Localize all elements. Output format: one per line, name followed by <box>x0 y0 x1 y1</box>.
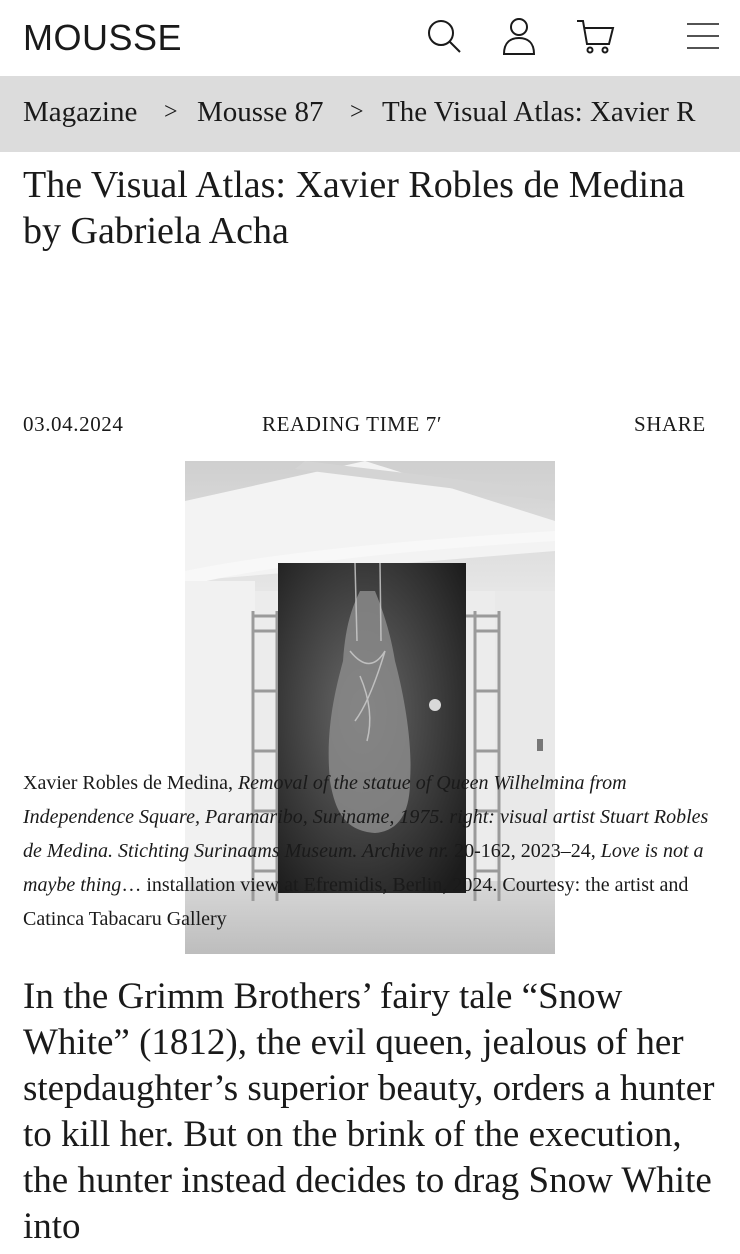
menu-icon[interactable] <box>683 16 719 56</box>
caption-artist: Xavier Robles de Medina, <box>23 772 238 794</box>
search-icon[interactable] <box>424 16 464 56</box>
caption-title: Removal of the statue of Queen Wilhelmina from Independence Square, Paramaribo, Suriname, 1975. right: visual artist Stuart Robles de Medina. Stichting Surinaams Museum. Archive nr. <box>23 772 709 862</box>
breadcrumb-issue[interactable]: Mousse 87 <box>197 96 324 128</box>
image-caption <box>23 766 723 936</box>
article-body-paragraph: In the Grimm Brothers’ fairy tale “Snow White” (1812), the evil queen, jealous of her stepdaughter’s superior beauty, orders a hunter to kill her. But on the brink of the execution, the hunter instead decides to drag Snow White into <box>23 976 715 1247</box>
breadcrumb-separator: > <box>164 99 178 125</box>
caption-credits: … installation view at Efremidis, Berlin, 2024. Courtesy: the artist and Catinca Tabacaru Gallery <box>23 874 689 930</box>
article-title <box>23 162 723 254</box>
breadcrumb-current: The Visual Atlas: Xavier R <box>382 96 696 128</box>
breadcrumb-magazine[interactable]: Magazine <box>23 96 138 128</box>
breadcrumb <box>0 76 740 152</box>
article-author: by Gabriela Acha <box>23 210 289 252</box>
article-date: 03.04.2024 <box>23 412 124 436</box>
reading-time: READING TIME 7′ <box>262 412 443 436</box>
share-link[interactable]: SHARE <box>634 412 706 436</box>
caption-exhibition: Love is not a maybe thing <box>23 840 704 896</box>
caption-details: 20-162, 2023–24, <box>449 840 601 862</box>
site-header <box>0 0 740 76</box>
account-icon[interactable] <box>499 16 539 56</box>
article-title-text: The Visual Atlas: Xavier Robles de Medina <box>23 164 685 206</box>
breadcrumb-separator: > <box>350 99 364 125</box>
cart-icon[interactable] <box>575 16 615 56</box>
site-logo[interactable]: MOUSSE <box>23 17 183 58</box>
